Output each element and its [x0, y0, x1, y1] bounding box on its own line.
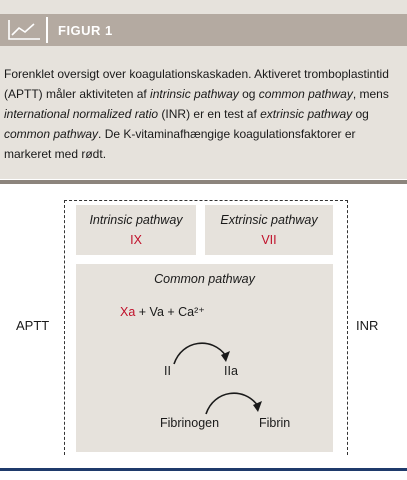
caption-italic-intrinsic: intrinsic pathway: [150, 87, 239, 101]
inr-label: INR: [356, 318, 379, 333]
factor-equation: [120, 304, 205, 319]
common-pathway-box: [76, 264, 333, 452]
caption-text: og: [238, 87, 259, 101]
caption-italic-common: common pathway: [258, 87, 353, 101]
factor-ii: II: [164, 364, 171, 378]
fibrin-label: Fibrin: [259, 416, 291, 430]
caption-text: og: [352, 107, 369, 121]
equation-rest: + Va + Ca²⁺: [135, 305, 205, 319]
caption-italic-extrinsic: extrinsic pathway: [260, 107, 353, 121]
factor-ix: IX: [130, 233, 142, 247]
figure-title: FIGUR 1: [58, 23, 113, 38]
prothrombin-arrow: [172, 338, 232, 368]
fibrinogen-label: Fibrinogen: [160, 416, 220, 430]
common-title: Common pathway: [154, 272, 255, 286]
caption-italic-common-2: common pathway: [4, 127, 99, 141]
factor-xa: Xa: [120, 305, 136, 319]
header-divider: [46, 17, 48, 43]
factor-vii: VII: [261, 233, 277, 247]
figure-header-bar: [0, 14, 407, 46]
caption-band: [0, 58, 407, 179]
caption-italic-inr: international normalized ratio: [4, 107, 159, 121]
figure-bottom-rule: [0, 468, 407, 471]
intrinsic-title: Intrinsic pathway: [89, 213, 183, 227]
extrinsic-title: Extrinsic pathway: [220, 213, 318, 227]
factor-iia: IIa: [224, 364, 238, 378]
intrinsic-pathway-box: [76, 205, 196, 255]
line-chart-icon: [6, 18, 42, 42]
fibrinogen-arrow: [204, 388, 264, 418]
aptt-label: APTT: [16, 318, 50, 333]
caption-text: . De K-vitaminafhængige koagulationsfaktorer er markeret med rødt.: [4, 127, 356, 161]
caption-text: Forenklet oversigt over koagulationskaskaden. Aktiveret tromboplastintid (APTT) måler aktiviteten af: [4, 67, 389, 101]
caption-text: (INR) er en test af: [158, 107, 261, 121]
caption-text: , mens: [352, 87, 389, 101]
extrinsic-pathway-box: [205, 205, 333, 255]
caption-divider: [0, 180, 407, 184]
figure-caption: [4, 64, 403, 164]
